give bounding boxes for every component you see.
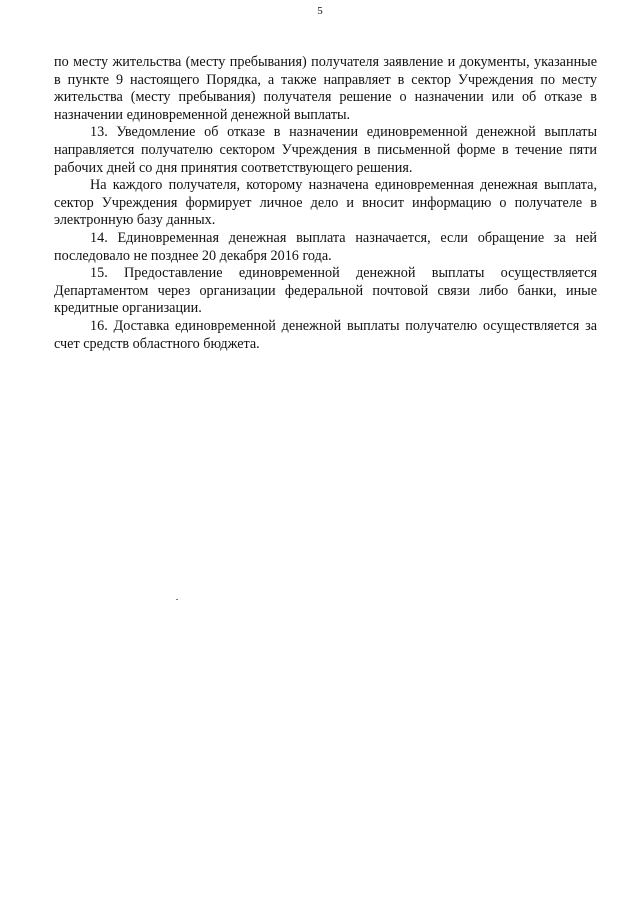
paragraph-item-13: 13. Уведомление об отказе в назначении единовременной денежной выплаты направляется получателю сектором Учреждения в письменной форме в течение пяти рабочих дней со дня принятия соответствующего решения. xyxy=(54,124,597,176)
document-body xyxy=(54,54,597,353)
paragraph-continuation: по месту жительства (месту пребывания) получателя заявление и документы, указанные в пункте 9 настоящего Порядка, а также направляет в сектор Учреждения по месту жительства (месту пребывания) получателя решение о назначении или об отказе в назначении единовременной денежной выплаты. xyxy=(54,54,597,123)
paragraph-item-13-continued: На каждого получателя, которому назначена единовременная денежная выплата, сектор Учреждения формирует личное дело и вносит информацию о получателе в электронную базу данных. xyxy=(54,177,597,229)
page-number: 5 xyxy=(317,5,323,17)
scan-speck xyxy=(176,599,178,600)
paragraph-item-16: 16. Доставка единовременной денежной выплаты получателю осуществляется за счет средств областного бюджета. xyxy=(54,317,597,352)
paragraph-item-14: 14. Единовременная денежная выплата назначается, если обращение за ней последовало не позднее 20 декабря 2016 года. xyxy=(54,229,597,264)
paragraph-item-15: 15. Предоставление единовременной денежной выплаты осуществляется Департаментом через организации федеральной почтовой связи либо банки, иные кредитные организации. xyxy=(54,265,597,317)
